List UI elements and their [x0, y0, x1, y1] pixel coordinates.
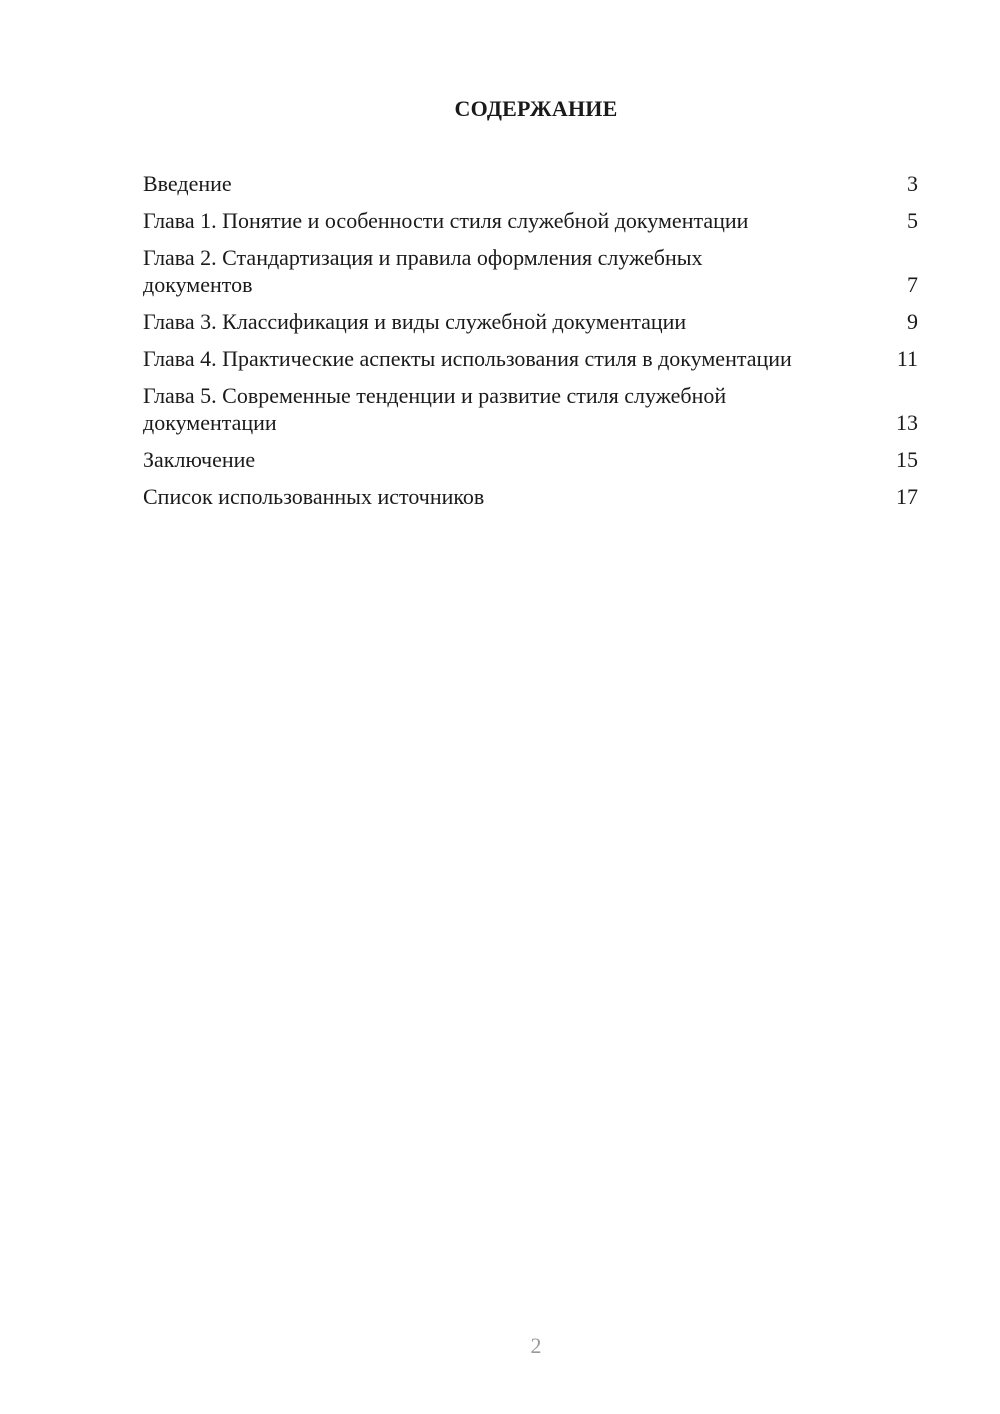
toc-entry-title: Список использованных источников — [143, 484, 485, 509]
toc-entry-page: 17 — [896, 484, 918, 509]
toc-entry-title: Глава 2. Стандартизация и правила оформления служебных документов — [143, 245, 703, 297]
toc-entry-page: 9 — [907, 309, 918, 334]
toc-entry-title: Заключение — [143, 447, 256, 472]
toc-entry-references — [143, 483, 918, 510]
toc-entry-title: Глава 5. Современные тенденции и развитие стиля служебной документации — [143, 383, 727, 435]
toc-entry-chapter-2 — [143, 244, 918, 298]
toc-entry-page: 7 — [907, 272, 918, 297]
toc-entry-title: Введение — [143, 171, 232, 196]
toc-entry-introduction — [143, 170, 918, 197]
table-of-contents — [143, 170, 918, 520]
toc-entry-title: Глава 3. Классификация и виды служебной документации — [143, 309, 687, 334]
toc-entry-page: 13 — [896, 410, 918, 435]
toc-entry-chapter-3 — [143, 308, 918, 335]
toc-entry-title: Глава 4. Практические аспекты использования стиля в документации — [143, 346, 792, 371]
toc-entry-chapter-1 — [143, 207, 918, 234]
toc-entry-chapter-4 — [143, 345, 918, 372]
page-title: СОДЕРЖАНИЕ — [454, 96, 618, 121]
toc-entry-chapter-5 — [143, 382, 918, 436]
toc-entry-page: 5 — [907, 208, 918, 233]
toc-entry-conclusion — [143, 446, 918, 473]
toc-entry-page: 11 — [896, 346, 918, 371]
toc-entry-page: 15 — [896, 447, 918, 472]
page-number: 2 — [530, 1333, 542, 1358]
toc-entry-page: 3 — [907, 171, 918, 196]
toc-entry-title: Глава 1. Понятие и особенности стиля служебной документации — [143, 208, 749, 233]
